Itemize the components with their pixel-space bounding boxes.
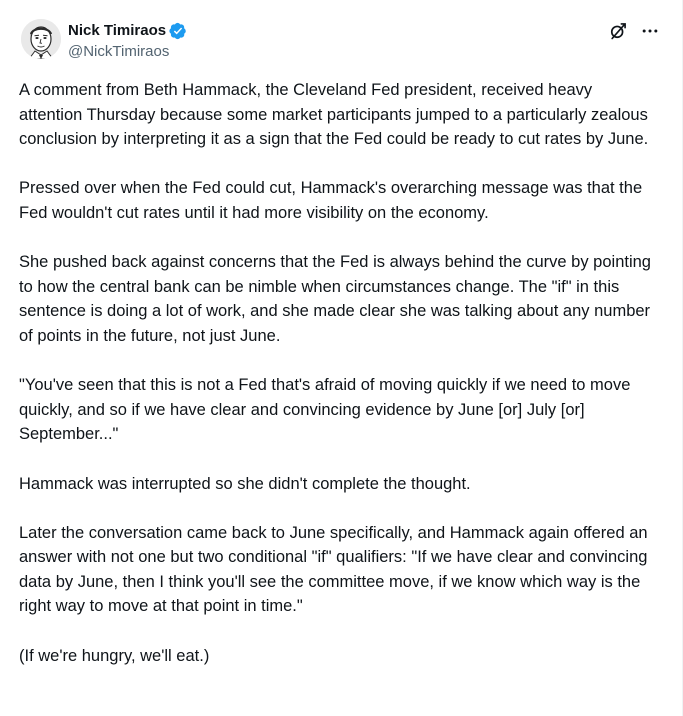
tweet-paragraph: Hammack was interrupted so she didn't complete the thought. bbox=[19, 474, 471, 493]
tweet-header bbox=[19, 17, 664, 65]
header-actions bbox=[608, 21, 660, 41]
more-icon[interactable] bbox=[640, 21, 660, 41]
tweet-paragraph: Pressed over when the Fed could cut, Hammack's overarching message was that the Fed wouldn't cut rates until it had more visibility on the economy. bbox=[19, 179, 643, 222]
author-display-name[interactable]: Nick Timiraos bbox=[68, 22, 167, 39]
tweet-paragraph: A comment from Beth Hammack, the Cleveland Fed president, received heavy attention Thursday because some market participants jumped to a particularly zealous conclusion by interpreting it as a sign that the Fed could be ready to cut rates by June. bbox=[19, 81, 649, 149]
grok-icon[interactable] bbox=[608, 21, 628, 41]
tweet-paragraph: "You've seen that this is not a Fed that's afraid of moving quickly if we need to move quickly, and so if we have clear and convincing evidence by June [or] July [or] September..." bbox=[19, 376, 631, 444]
avatar-image bbox=[21, 19, 61, 59]
author-handle[interactable]: @NickTimiraos bbox=[68, 43, 170, 60]
tweet-paragraph: Later the conversation came back to June specifically, and Hammack again offered an answer with not one but two conditional "if" qualifiers: "If we have clear and convincing data by June, then I think you'll see the committee move, if we know which way is the right way to move at that point in time." bbox=[19, 523, 648, 616]
name-row bbox=[68, 21, 187, 41]
verified-badge-icon[interactable] bbox=[169, 22, 187, 40]
avatar[interactable] bbox=[21, 19, 61, 59]
tweet-text bbox=[19, 78, 659, 693]
tweet-paragraph: (If we're hungry, we'll eat.) bbox=[19, 646, 210, 665]
tweet-paragraph: She pushed back against concerns that the Fed is always behind the curve by pointing to how the central bank can be nimble when circumstances change. The "if" in this sentence is doing a lot of work, and she made clear she was talking about any number of points in the future, not just June. bbox=[19, 253, 651, 345]
author-info bbox=[68, 21, 187, 62]
